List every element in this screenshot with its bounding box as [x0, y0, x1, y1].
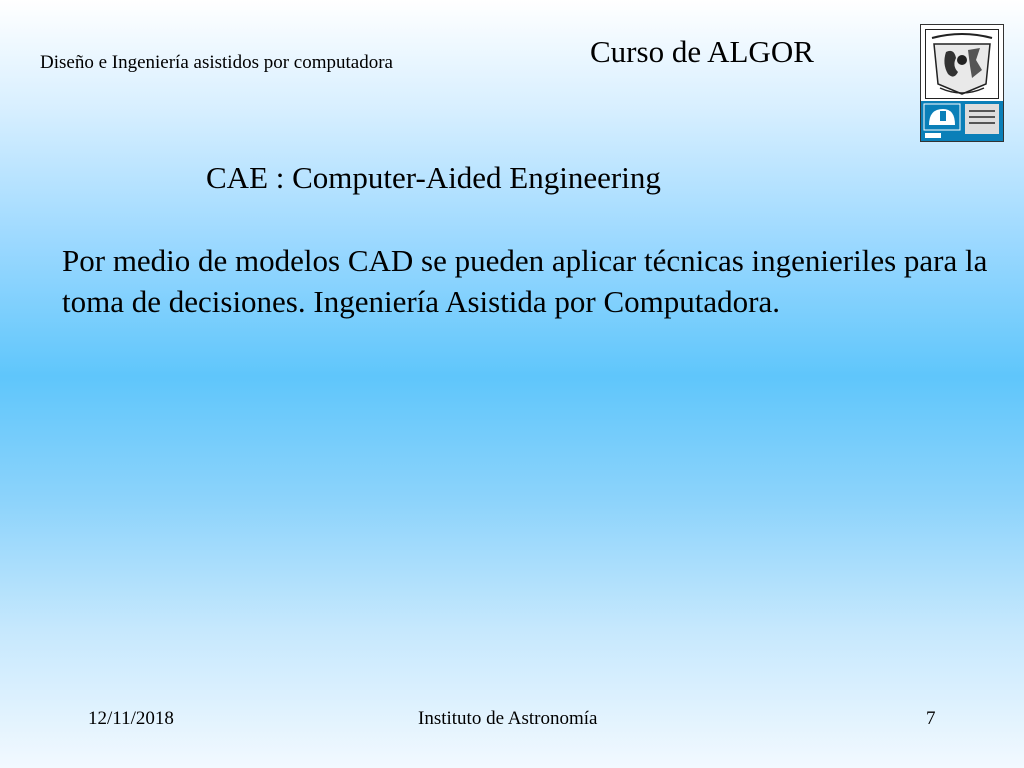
unam-seal-icon: [925, 29, 999, 99]
course-title: Curso de ALGOR: [590, 34, 814, 69]
instituto-astronomia-logo-icon: [921, 101, 1003, 141]
page-number: 7: [926, 708, 936, 729]
logo-block: [920, 24, 1004, 142]
header-subtitle: Diseño e Ingeniería asistidos por computadora: [40, 52, 393, 73]
footer-date: 12/11/2018: [88, 708, 174, 729]
footer-institution: Instituto de Astronomía: [418, 708, 598, 729]
slide-heading: CAE : Computer-Aided Engineering: [206, 160, 661, 195]
body-text: Por medio de modelos CAD se pueden aplicar técnicas ingenieriles para la toma de decisiones. Ingeniería Asistida por Computadora.: [62, 243, 988, 319]
